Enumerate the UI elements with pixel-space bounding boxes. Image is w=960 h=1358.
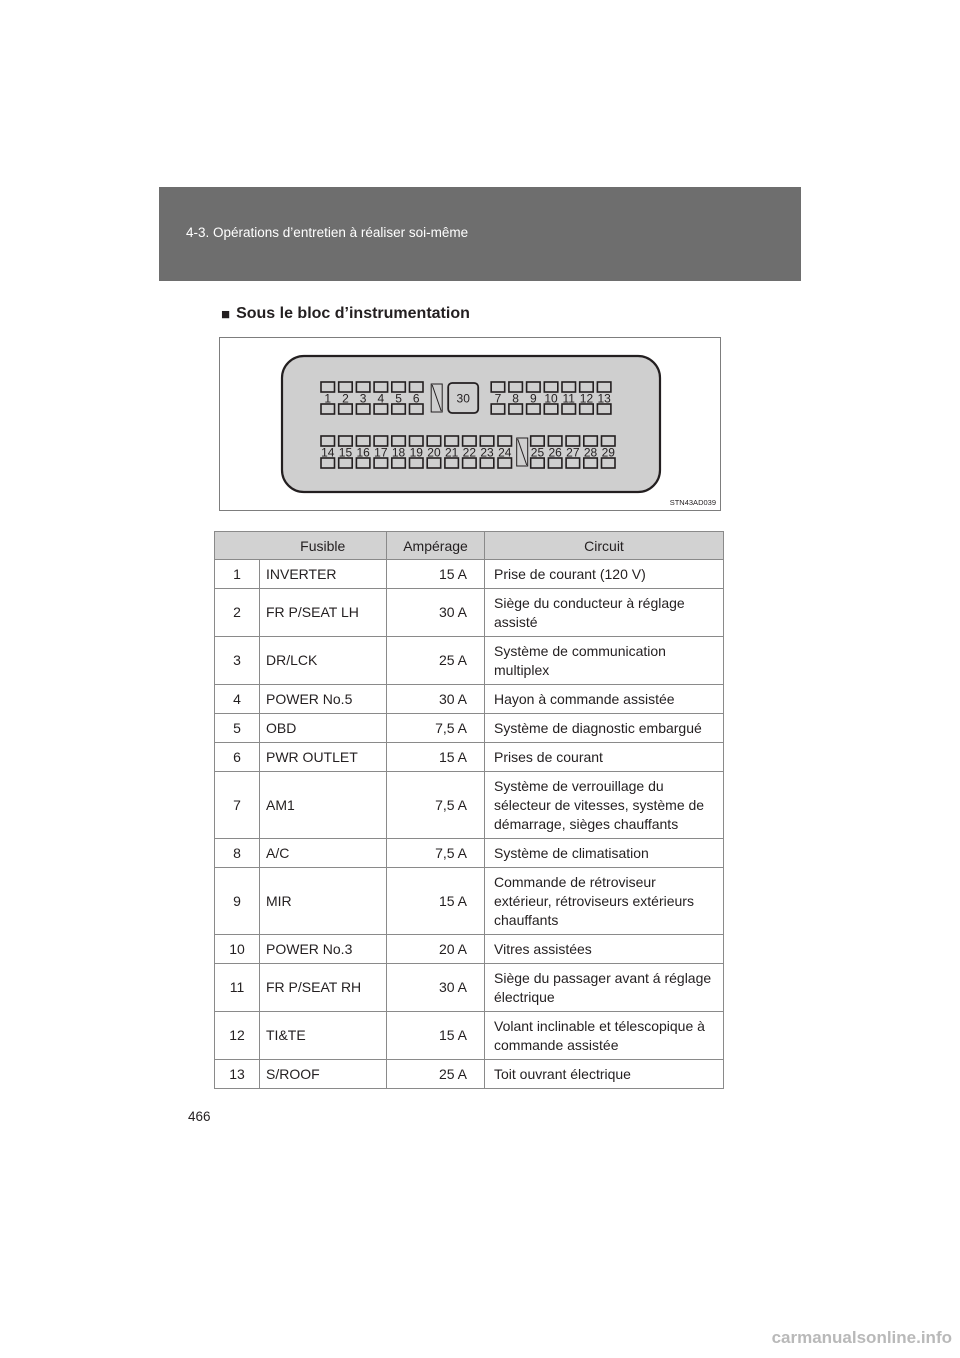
fuse-circuit: Système de climatisation	[485, 839, 724, 868]
table-row	[215, 1060, 724, 1089]
fuse-circuit: Commande de rétroviseur extérieur, rétroviseurs extérieurs chauffants	[485, 868, 724, 935]
fuse-box-body	[282, 356, 660, 492]
fuse-label: 29	[601, 445, 615, 460]
table-row	[215, 560, 724, 589]
fuse-label: 30	[456, 391, 470, 406]
fuse-number: 1	[215, 560, 260, 589]
header-number	[215, 532, 260, 560]
table-row	[215, 589, 724, 637]
fuse-label: 8	[512, 391, 519, 406]
fuse-amperage: 7,5 A	[387, 772, 485, 839]
table-row	[215, 935, 724, 964]
fuse-label: 15	[338, 445, 353, 460]
fuse-label: 19	[409, 445, 423, 460]
fuse-box-diagram	[219, 337, 721, 511]
fuse-label: 2	[342, 391, 349, 406]
fuse-circuit: Toit ouvrant électrique	[485, 1060, 724, 1089]
fuse-name: INVERTER	[260, 560, 387, 589]
fuse-amperage: 7,5 A	[387, 714, 485, 743]
fuse-amperage: 25 A	[387, 1060, 485, 1089]
fuse-amperage: 15 A	[387, 1012, 485, 1060]
fuse-label: 20	[427, 445, 441, 460]
fuse-circuit: Hayon à commande assistée	[485, 685, 724, 714]
fuse-circuit: Vitres assistées	[485, 935, 724, 964]
fuse-amperage: 15 A	[387, 743, 485, 772]
fuse-label: 11	[562, 391, 575, 406]
fuse-amperage: 7,5 A	[387, 839, 485, 868]
fuse-number: 9	[215, 868, 260, 935]
fuse-amperage: 30 A	[387, 685, 485, 714]
fuse-name: AM1	[260, 772, 387, 839]
fuse-amperage: 30 A	[387, 964, 485, 1012]
fuse-box-illustration	[220, 338, 720, 510]
table-row	[215, 1012, 724, 1060]
fuse-label: 26	[548, 445, 562, 460]
fuse-number: 11	[215, 964, 260, 1012]
fuse-circuit: Siège du passager avant á réglage électrique	[485, 964, 724, 1012]
fuse-amperage: 25 A	[387, 637, 485, 685]
fuse-label: 1	[324, 391, 332, 406]
chapter-section-label: 4-3. Opérations d’entretien à réaliser soi-même	[186, 225, 469, 240]
fuse-label: 27	[566, 445, 580, 460]
fuse-name: PWR OUTLET	[260, 743, 387, 772]
fuse-circuit: Prise de courant (120 V)	[485, 560, 724, 589]
fuse-name: TI&TE	[260, 1012, 387, 1060]
fuse-circuit: Système de verrouillage du sélecteur de vitesses, système de démarrage, sièges chauffants	[485, 772, 724, 839]
fuse-number: 13	[215, 1060, 260, 1089]
fuse-number: 5	[215, 714, 260, 743]
fuse-name: MIR	[260, 868, 387, 935]
section-heading	[221, 305, 470, 323]
fuse-name: OBD	[260, 714, 387, 743]
fuse-name: FR P/SEAT RH	[260, 964, 387, 1012]
fuse-label: 22	[462, 445, 477, 460]
fuse-name: POWER No.5	[260, 685, 387, 714]
header-amperage: Ampérage	[387, 532, 485, 560]
fuse-label: 12	[579, 391, 594, 406]
fuse-number: 12	[215, 1012, 260, 1060]
fuse-label: 4	[377, 391, 385, 406]
table-row	[215, 964, 724, 1012]
table-row	[215, 772, 724, 839]
fuse-circuit: Système de communication multiplex	[485, 637, 724, 685]
fuse-circuit: Siège du conducteur à réglage assisté	[485, 589, 724, 637]
section-title: Sous le bloc d’instrumentation	[236, 305, 470, 322]
table-row	[215, 685, 724, 714]
fuse-label: 9	[530, 391, 537, 406]
fuse-label: 5	[395, 391, 402, 406]
fuse-number: 4	[215, 685, 260, 714]
fuse-label: 14	[321, 445, 335, 460]
fuse-circuit: Système de diagnostic embargué	[485, 714, 724, 743]
fuse-circuit: Volant inclinable et télescopique à commande assistée	[485, 1012, 724, 1060]
fuse-label: 25	[530, 445, 545, 460]
fuse-amperage: 20 A	[387, 935, 485, 964]
fuse-number: 7	[215, 772, 260, 839]
fuse-label: 16	[356, 445, 370, 460]
page-number: 466	[188, 1109, 211, 1124]
fuse-label: 10	[544, 391, 558, 406]
fuse-label: 28	[583, 445, 598, 460]
fuse-table	[214, 531, 724, 1089]
square-bullet-icon: ■	[221, 305, 231, 323]
site-watermark: carmanualsonline.info	[771, 1328, 952, 1347]
fuse-label: 6	[412, 391, 420, 406]
fuse-name: S/ROOF	[260, 1060, 387, 1089]
fuse-number: 2	[215, 589, 260, 637]
fuse-name: FR P/SEAT LH	[260, 589, 387, 637]
fuse-label: 17	[374, 445, 388, 460]
fuse-amperage: 15 A	[387, 868, 485, 935]
chapter-header-band	[159, 187, 801, 281]
fuse-label: 3	[359, 391, 367, 406]
fuse-label: 7	[494, 391, 502, 406]
fuse-name: DR/LCK	[260, 637, 387, 685]
table-row	[215, 868, 724, 935]
fuse-label: 21	[444, 445, 459, 460]
fuse-name: POWER No.3	[260, 935, 387, 964]
fuse-number: 6	[215, 743, 260, 772]
header-circuit: Circuit	[485, 532, 724, 560]
fuse-name: A/C	[260, 839, 387, 868]
fuse-label: 13	[597, 391, 611, 406]
table-header-row	[215, 532, 724, 560]
table-row	[215, 743, 724, 772]
fuse-label: 24	[498, 445, 512, 460]
table-row	[215, 637, 724, 685]
table-row	[215, 714, 724, 743]
fuse-label: 18	[391, 445, 406, 460]
table-row	[215, 839, 724, 868]
fuse-amperage: 15 A	[387, 560, 485, 589]
fuse-label: 23	[480, 445, 494, 460]
fuse-number: 10	[215, 935, 260, 964]
header-fuse: Fusible	[260, 532, 387, 560]
fuse-circuit: Prises de courant	[485, 743, 724, 772]
fuse-number: 8	[215, 839, 260, 868]
diagram-reference-code: STN43AD039	[669, 498, 716, 507]
fuse-amperage: 30 A	[387, 589, 485, 637]
fuse-number: 3	[215, 637, 260, 685]
